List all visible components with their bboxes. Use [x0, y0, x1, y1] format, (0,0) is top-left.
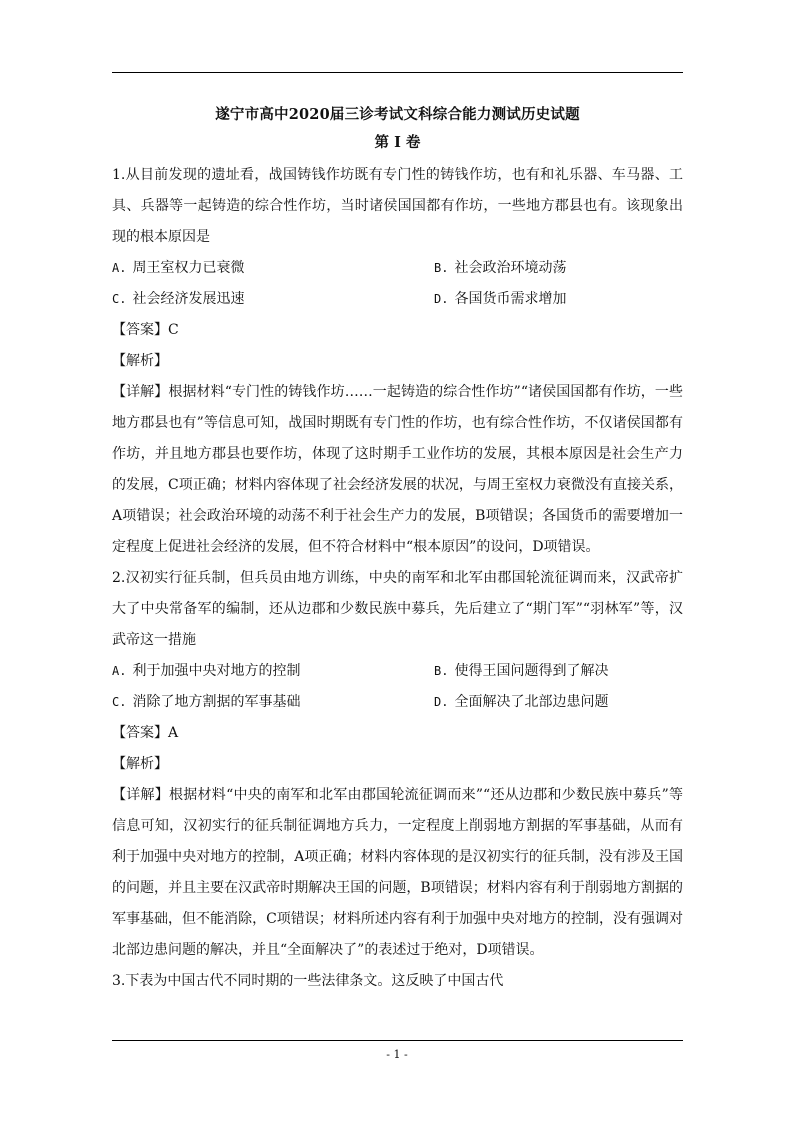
- question-stem: 2.汉初实行征兵制，但兵员由地方训练，中央的南军和北军由郡国轮流征调而来，汉武帝扩大了中央常备军的编制，还从边郡和少数民族中募兵，先后建立了“期门军”“羽林军”等，汉武帝这一措施: [112, 570, 683, 648]
- option-d: D. 各国货币需求增加: [434, 291, 567, 307]
- option-list: [112, 253, 683, 315]
- question-1: [112, 160, 683, 563]
- header-rule: [112, 72, 683, 73]
- question-2: [112, 563, 683, 966]
- option-a: A. 利于加强中央对地方的控制: [112, 663, 301, 679]
- answer-line: 【答案】C: [112, 322, 179, 338]
- detail-explanation: 【详解】根据材料“中央的南军和北军由郡国轮流征调而来”“还从边郡和少数民族中募兵”等信息可知，汉初实行的征兵制征调地方兵力，一定程度上削弱地方割据的军事基础，从而有利于加强中央对地方的控制，A项正确；材料内容体现的是汉初实行的征兵制，没有涉及王国的问题，并且主要在汉武帝时期解决王国的问题，B项错误；材料内容有利于削弱地方割据的军事基础，但不能消除，C项错误；材料所述内容有利于加强中央对地方的控制，没有强调对北部边患问题的解决，并且“全面解决了”的表述过于绝对，D项错误。: [112, 787, 683, 958]
- option-a: A. 周王室权力已衰微: [112, 260, 245, 276]
- analysis-label: 【解析】: [112, 756, 168, 772]
- answer-line: 【答案】A: [112, 725, 179, 741]
- question-stem: 3.下表为中国古代不同时期的一些法律条文。这反映了中国古代: [112, 973, 504, 989]
- option-d: D. 全面解决了北部边患问题: [434, 694, 609, 710]
- analysis-label: 【解析】: [112, 353, 168, 369]
- option-c: C. 社会经济发展迅速: [112, 291, 245, 307]
- option-b: B. 社会政治环境动荡: [434, 260, 567, 276]
- detail-explanation: 【详解】根据材料“专门性的铸钱作坊……一起铸造的综合性作坊”“诸侯国国都有作坊，一些地方郡县也有”等信息可知，战国时期既有专门性的作坊，也有综合性作坊，不仅诸侯国都有作坊，并且地方郡县也要作坊，体现了这时期手工业作坊的发展，其根本原因是社会生产力的发展，C项正确；材料内容体现了社会经济发展的状况，与周王室权力衰微没有直接关系，A项错误；社会政治环境的动荡不利于社会生产力的发展，B项错误；各国货币的需要增加一定程度上促进社会经济的发展，但不符合材料中“根本原因”的设问，D项错误。: [112, 384, 683, 555]
- volume-heading: 第 Ⅰ 卷: [374, 134, 421, 151]
- option-list: [112, 656, 683, 718]
- page-content: [112, 102, 683, 997]
- question-3: [112, 966, 683, 997]
- option-c: C. 消除了地方割据的军事基础: [112, 694, 301, 710]
- page-number: - 1 -: [386, 1048, 408, 1061]
- footer-rule: [112, 1040, 683, 1041]
- option-b: B. 使得王国问题得到了解决: [434, 663, 609, 679]
- document-title: 遂宁市高中2020届三诊考试文科综合能力测试历史试题: [215, 106, 580, 123]
- question-stem: 1.从目前发现的遗址看，战国铸钱作坊既有专门性的铸钱作坊，也有和礼乐器、车马器、工具、兵器等一起铸造的综合性作坊，当时诸侯国国都有作坊，一些地方郡县也有。该现象出现的根本原因是: [112, 167, 683, 245]
